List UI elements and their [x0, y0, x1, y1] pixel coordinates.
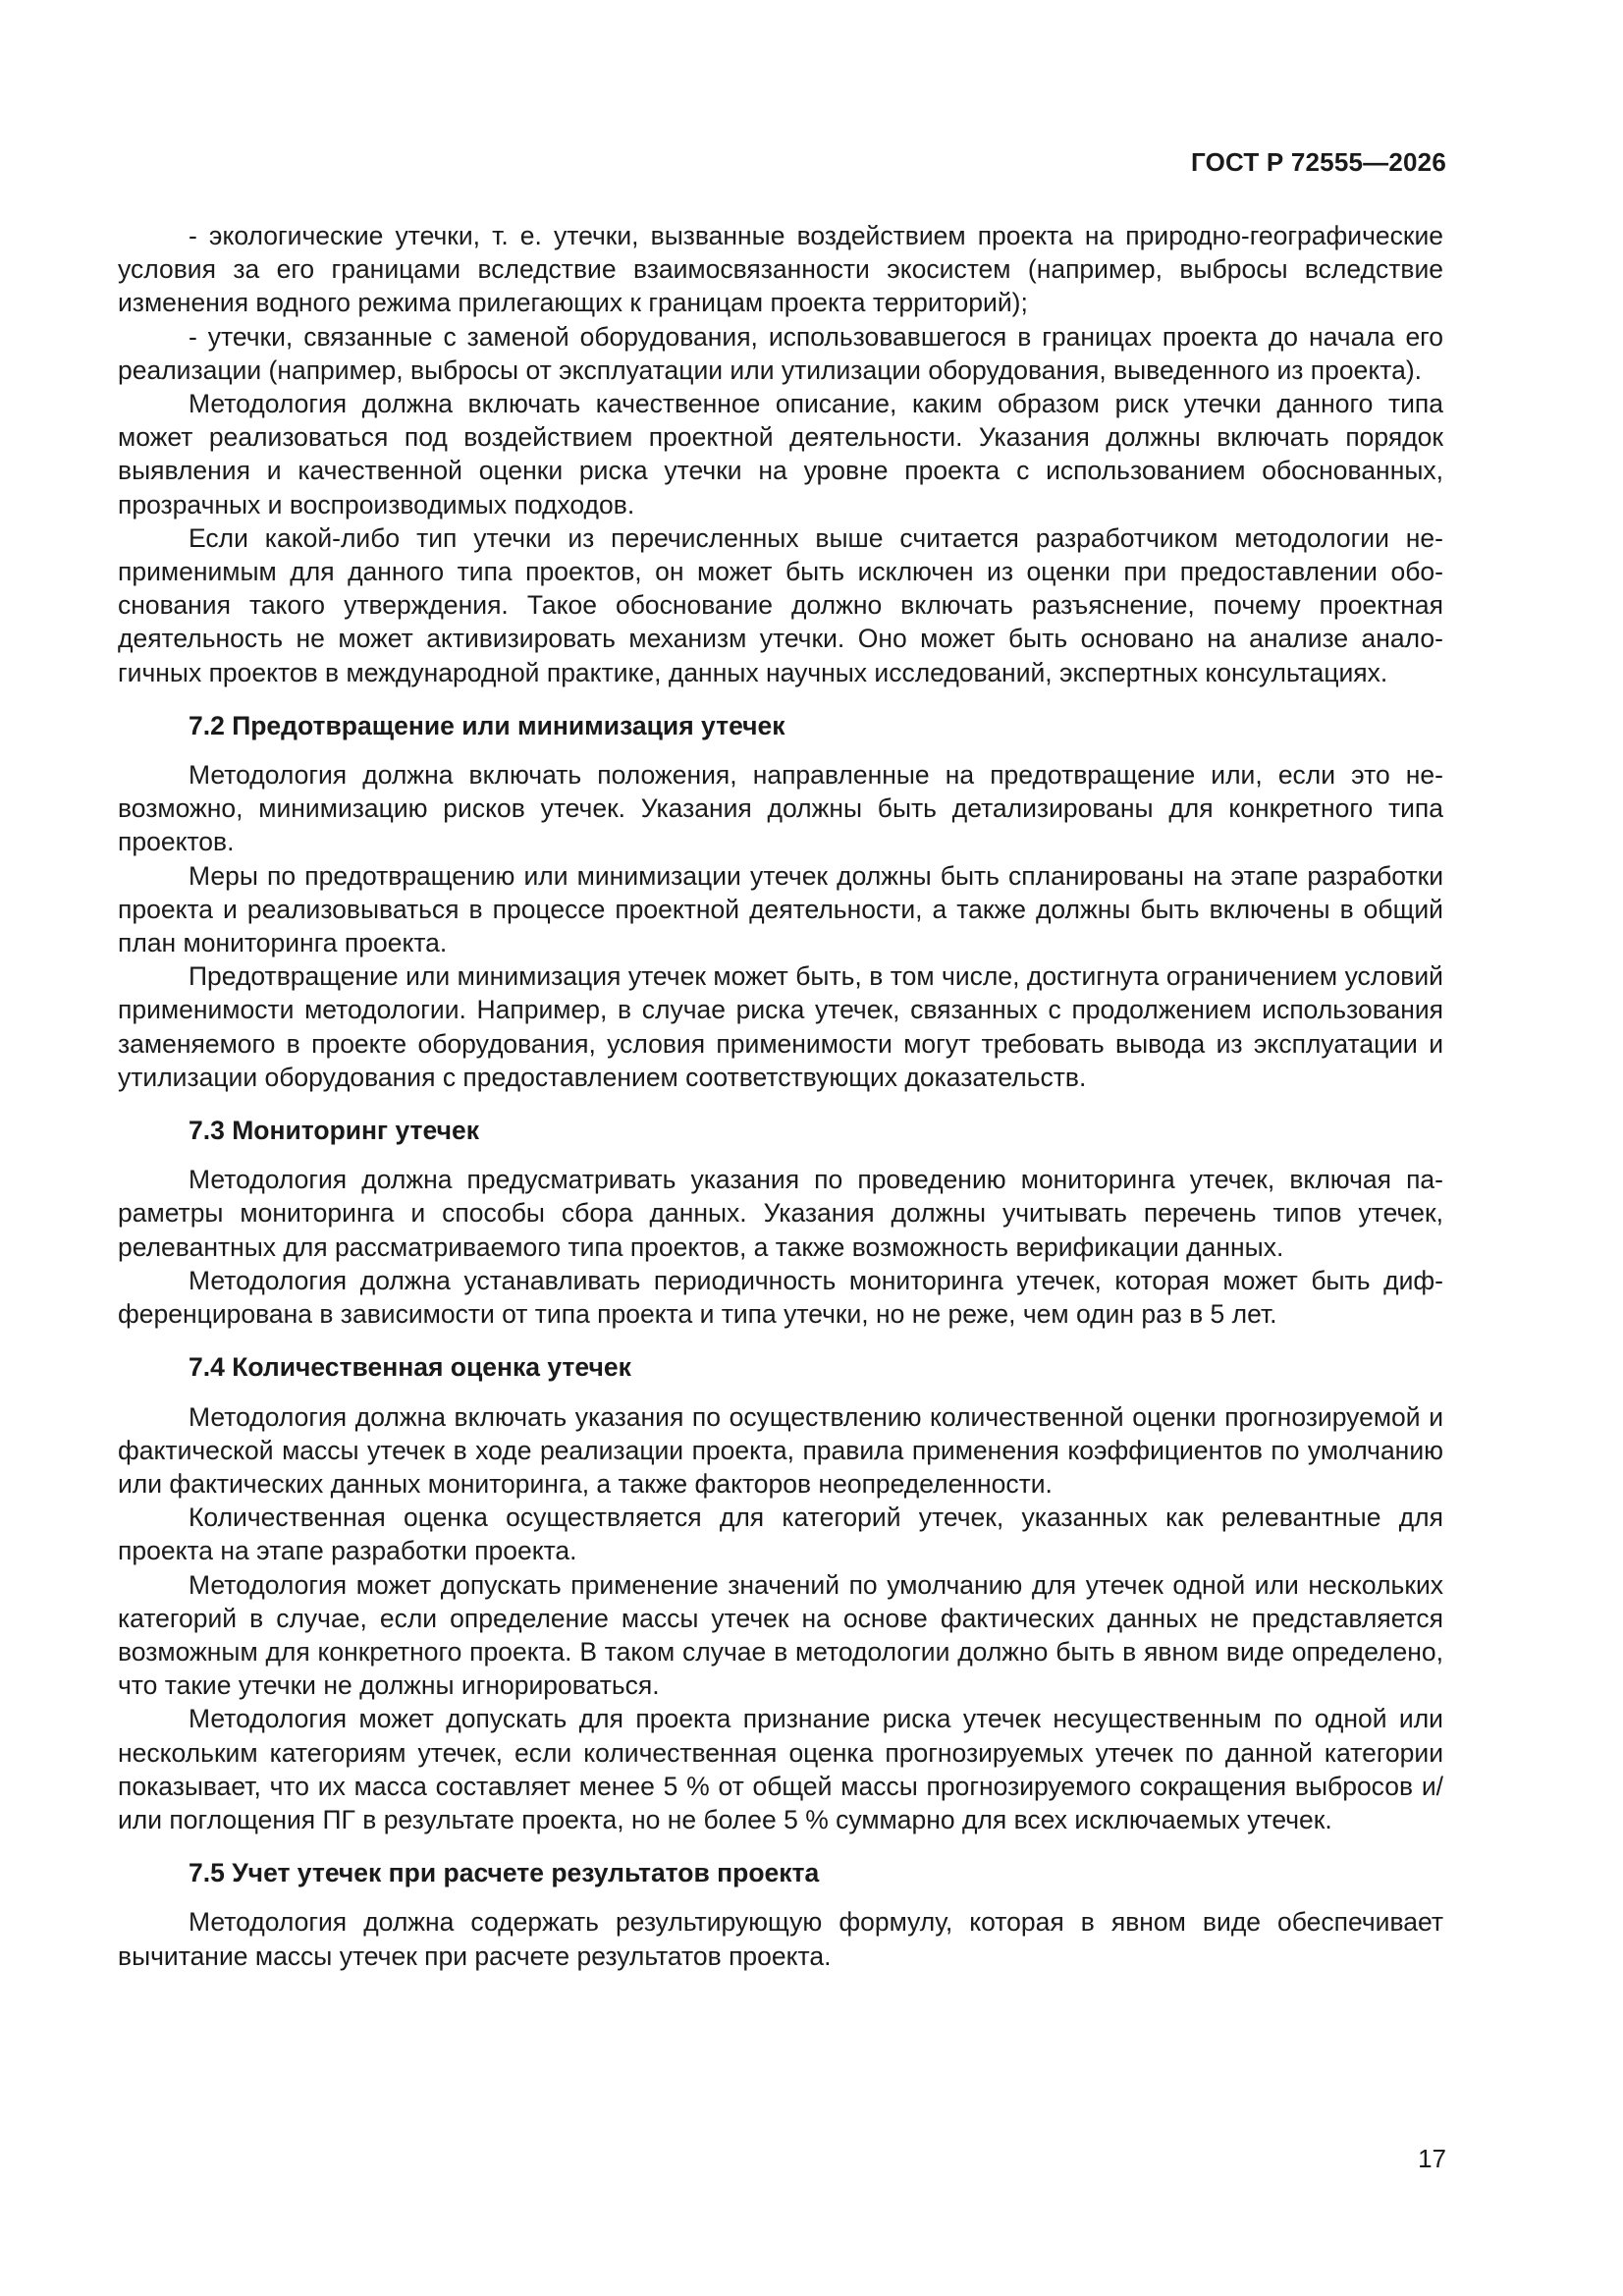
paragraph: Количественная оценка осуществляется для категорий утечек, указанных как релевантные для проекта на этапе разработки проекта. — [118, 1503, 1443, 1566]
paragraph: - экологические утечки, т. е. утечки, вызванные воздействием проекта на природно-географические условия за его границами вследствие взаимосвязанности экосистем (например, выбросы вследствие изменения водного режима прилегающих к границам проекта территорий); — [118, 221, 1443, 318]
paragraph: Методология должна содержать результирующую формулу, которая в явном виде обеспечивает вычитание массы утечек при расчете результатов проекта. — [118, 1907, 1443, 1971]
section-heading: 7.4 Количественная оценка утечек — [189, 1352, 631, 1383]
paragraph: Меры по предотвращению или минимизации утечек должны быть спланированы на этапе разработки проекта и реализовываться в процессе проектной деятельности, а также должны быть включены в общий план мониторинга проекта. — [118, 860, 1443, 958]
paragraph: Методология может допускать применение значений по умолчанию для утечек одной или нескольких категорий в случае, если определение массы утечек на основе фактических данных не представляется возможным для конкретного проекта. В таком случае в методологии должно быть в явном виде определено, что такие утечки не должны игнорироваться. — [118, 1569, 1443, 1701]
page-content — [118, 219, 1443, 1973]
section-heading: 7.5 Учет утечек при расчете результатов проекта — [189, 1858, 820, 1888]
paragraph: Если какой-либо тип утечки из перечисленных выше считается разработчиком методологии неприменимым для данного типа проектов, он может быть исключен из оценки при предоставлении обоснования такого утверждения. Такое обоснование должно включать разъяснение, почему проектная деятельность не может активизировать механизм утечки. Оно может быть основано на анализе аналогичных проектов в международной практике, данных научных исследований, экспертных консультациях. — [118, 522, 1443, 687]
paragraph: Предотвращение или минимизация утечек может быть, в том числе, достигнута ограничением условий применимости методологии. Например, в случае риска утечек, связанных с продолжением использования заменяемого в проекте оборудования, условия применимости могут требовать вывода из эксплуатации и утилизации оборудования с предоставлением соответствующих доказательств. — [118, 961, 1443, 1092]
paragraph: - утечки, связанные с заменой оборудования, использовавшегося в границах проекта до начала его реализации (например, выбросы от эксплуатации или утилизации оборудования, выведенного из проекта). — [118, 321, 1443, 385]
paragraph: Методология должна включать качественное описание, каким образом риск утечки данного типа может реализоваться под воздействием проектной деятельности. Указания должны включать порядок выявления и качественной оценки риска утечки на уровне проекта с использованием обоснованных, прозрачных и воспроизводимых подходов. — [118, 389, 1443, 519]
section-heading: 7.2 Предотвращение или минимизация утечек — [189, 710, 785, 740]
paragraph: Методология должна устанавливать периодичность мониторинга утечек, которая может быть дифференцирована в зависимости от типа проекта и типа утечки, но не реже, чем один раз в 5 лет. — [118, 1265, 1443, 1330]
paragraph: Методология должна предусматривать указания по проведению мониторинга утечек, включая параметры мониторинга и способы сбора данных. Указания должны учитывать перечень типов утечек, релевантных для рассматриваемого типа проектов, а также возможность верификации данных. — [118, 1165, 1443, 1262]
paragraph: Методология должна включать указания по осуществлению количественной оценки прогнозируемой и фактической массы утечек в ходе реализации проекта, правила применения коэффициентов по умолчанию или фактических данных мониторинга, а также факторов неопределенности. — [118, 1401, 1443, 1499]
section-heading: 7.3 Мониторинг утечек — [189, 1116, 479, 1146]
document-id-header: ГОСТ Р 72555—2026 — [1191, 147, 1446, 177]
paragraph: Методология должна включать положения, направленные на предотвращение или, если это невозможно, минимизацию рисков утечек. Указания должны быть детализированы для конкретного типа проектов. — [118, 760, 1443, 857]
page-number: 17 — [1418, 2144, 1446, 2173]
paragraph: Методология может допускать для проекта признание риска утечек несущественным по одной или нескольким категориям утечек, если количественная оценка прогнозируемых утечек по данной категории показывает, что их масса составляет менее 5 % от общей массы прогнозируемого сокращения выбросов и/или поглощения ПГ в результате проекта, но не более 5 % суммарно для всех исключаемых утечек. — [118, 1704, 1443, 1834]
